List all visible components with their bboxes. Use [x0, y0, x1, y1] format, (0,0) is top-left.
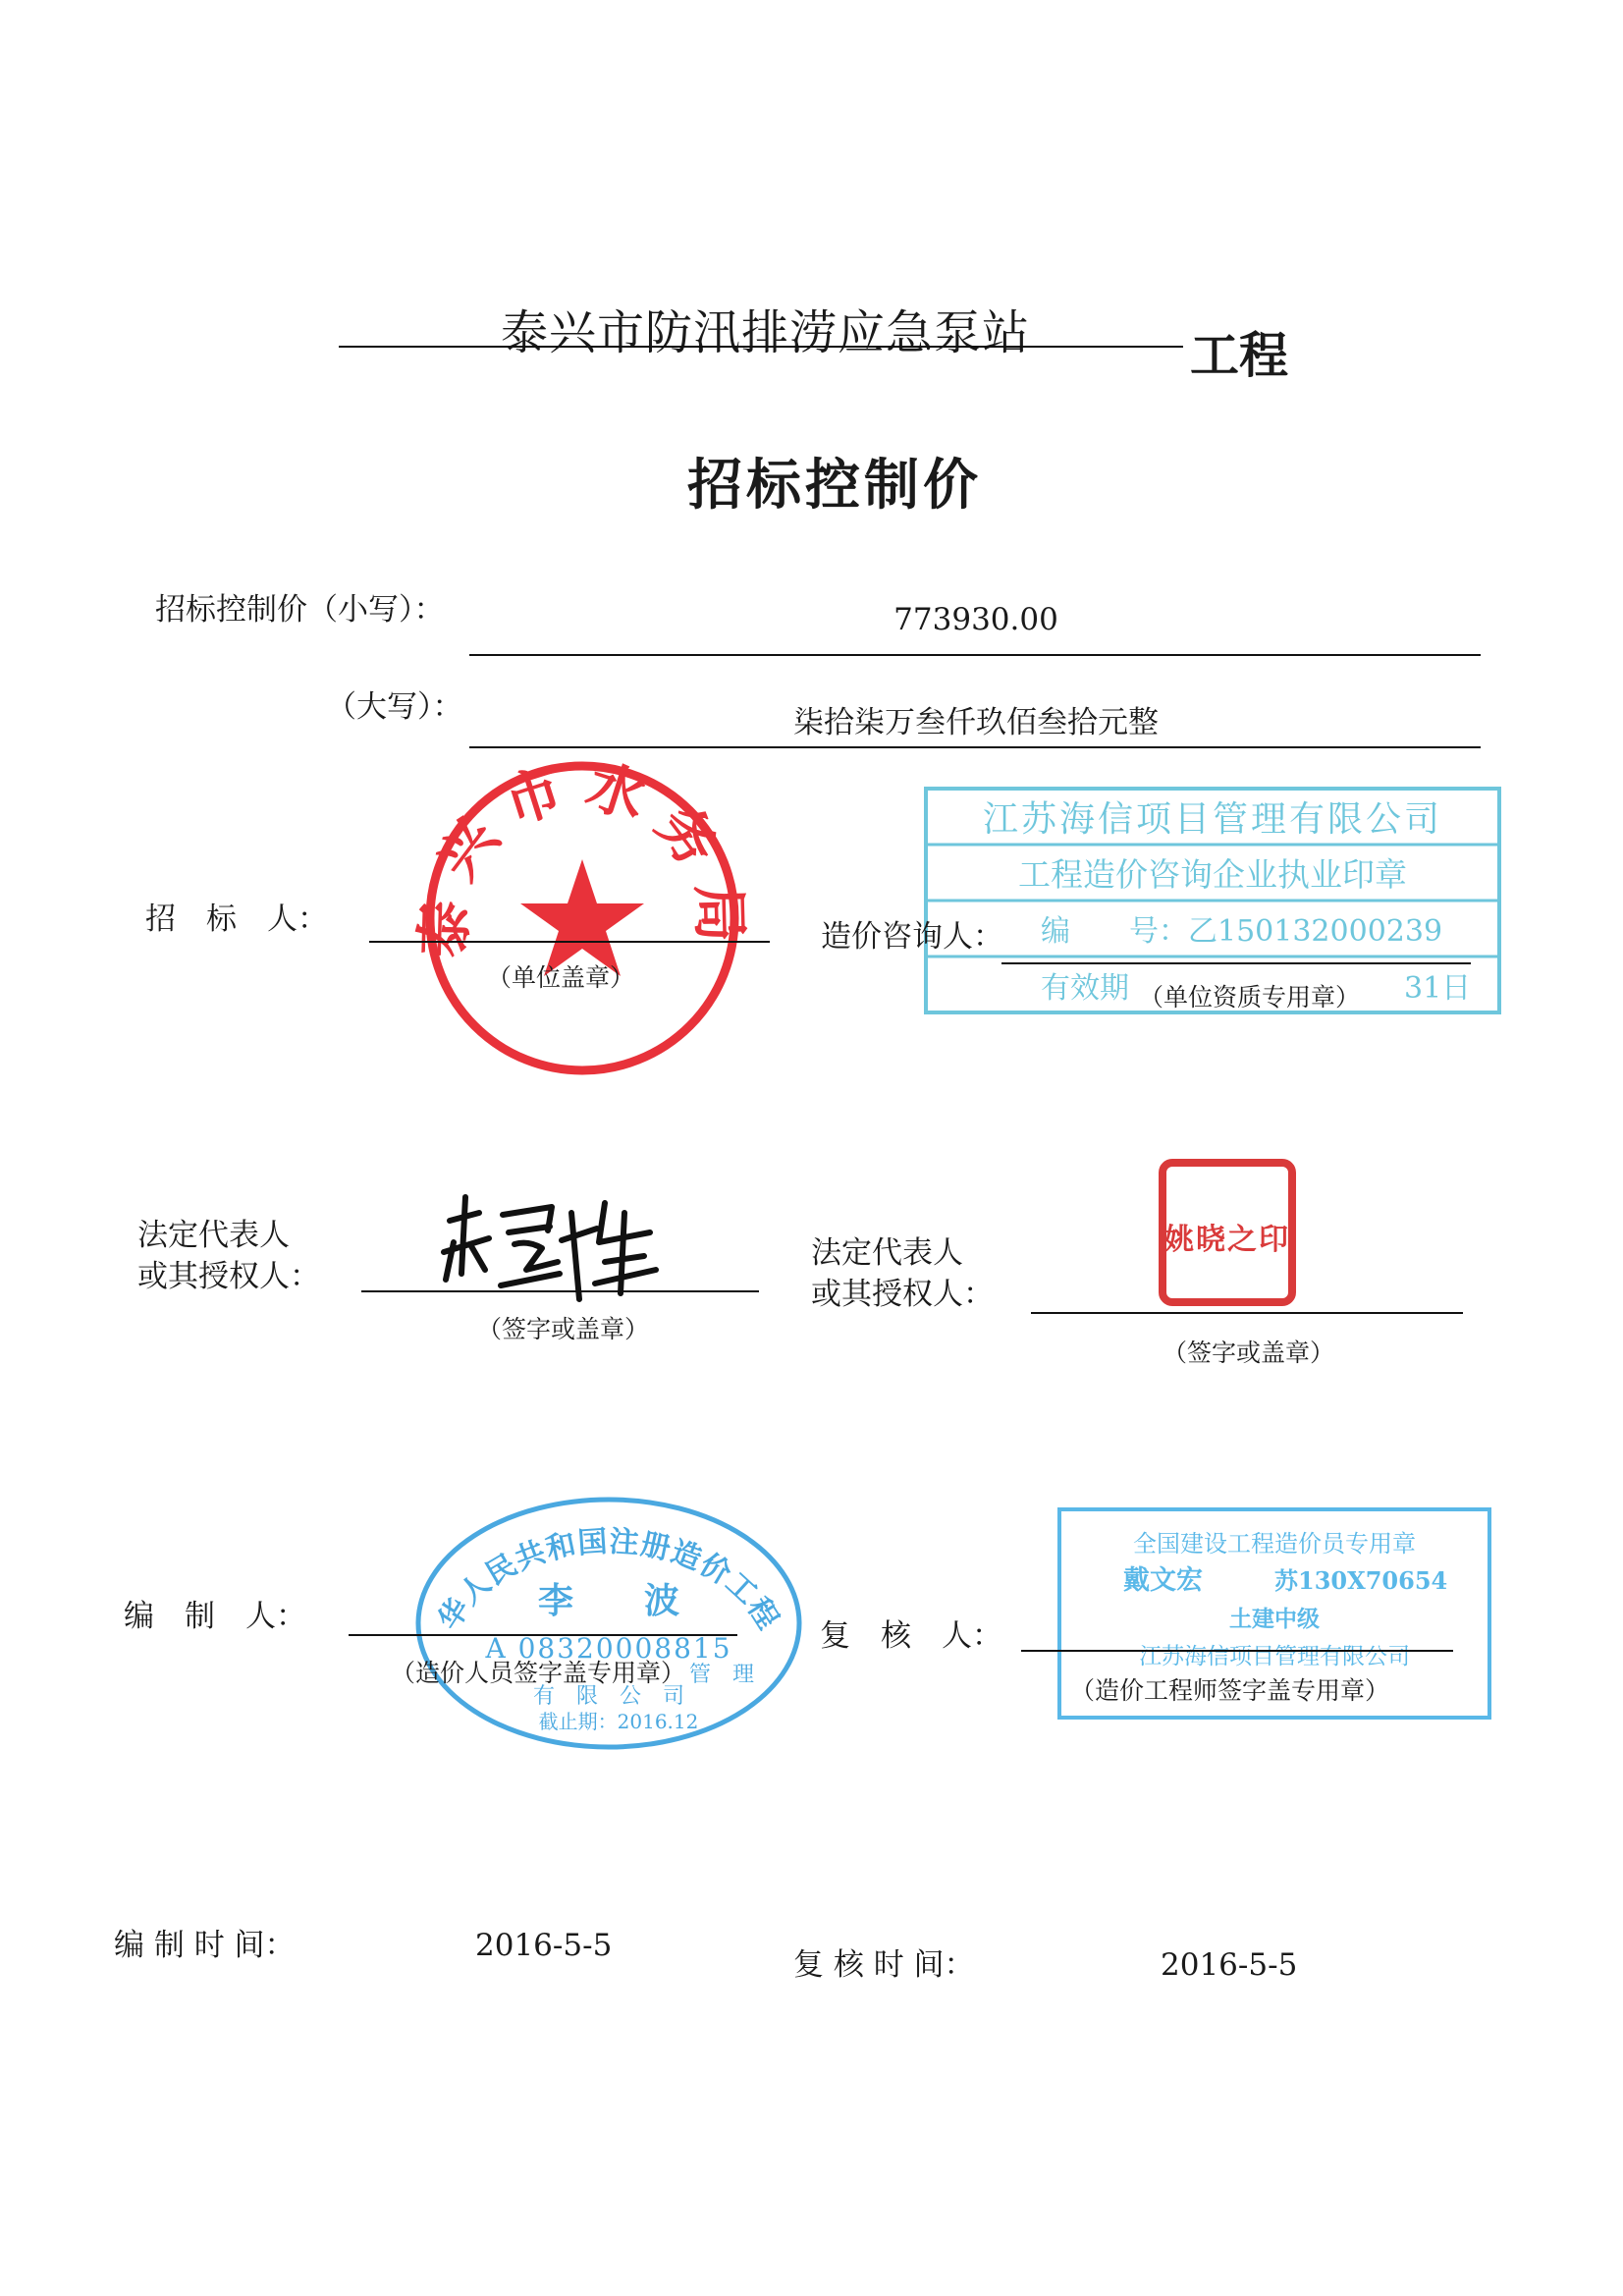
compiler-seal-ring-text: 中华人民共和国注册造价工程师 — [397, 1468, 786, 1636]
tenderer-underline — [369, 941, 770, 943]
tenderer-seal-text: 泰兴市水务局 — [410, 751, 754, 959]
review-date-value: 2016-5-5 — [1161, 1947, 1298, 1983]
compiler-seal-expiry: 截止期：2016.12 — [538, 1710, 699, 1733]
compiler-seal-name: 李 波 — [537, 1580, 680, 1621]
signature-strokes — [444, 1197, 656, 1299]
tenderer-seal — [410, 751, 754, 1080]
compile-date-label: 编 制 时 间： — [114, 1928, 296, 1963]
compile-date-value: 2016-5-5 — [475, 1928, 613, 1963]
legal-rep-seal-text: 姚晓之印 — [1164, 1223, 1290, 1257]
compiler-note: （造价人员签字盖专用章） — [391, 1659, 686, 1687]
project-suffix: 工程 — [1190, 326, 1288, 384]
legal-rep-seal — [1159, 1159, 1296, 1306]
price-upper-value: 柒拾柒万叁仟玖佰叁拾元整 — [793, 705, 1159, 740]
consultant-note: （单位资质专用章） — [1139, 983, 1361, 1011]
consultant-seal-line4: 有效期 — [1041, 971, 1129, 1006]
consultant-seal-line1: 江苏海信项目管理有限公司 — [982, 799, 1443, 840]
legal-rep-left-label-line2: 或其授权人： — [137, 1259, 320, 1294]
price-lower-value: 773930.00 — [893, 602, 1058, 637]
reviewer-label: 复 核 人： — [820, 1618, 1002, 1654]
compiler-seal-unit2: 有 限 公 司 — [532, 1684, 685, 1709]
tenderer-label: 招 标 人： — [145, 902, 328, 937]
legal-rep-right-underline — [1031, 1312, 1463, 1314]
price-upper-label: （大写）： — [326, 689, 463, 725]
price-upper-underline — [469, 746, 1481, 748]
price-lower-underline — [469, 654, 1481, 656]
legal-rep-left-note: （签字或盖章） — [477, 1315, 650, 1343]
tenderer-note: （单位盖章） — [487, 963, 635, 992]
consultant-seal-line2: 工程造价咨询企业执业印章 — [1018, 855, 1407, 894]
compiler-underline — [349, 1634, 737, 1636]
compiler-label: 编 制 人： — [124, 1599, 306, 1634]
reviewer-note: （造价工程师签字盖专用章） — [1070, 1676, 1390, 1705]
consultant-underline — [1001, 962, 1471, 964]
reviewer-seal-line3: 土建中级 — [1229, 1606, 1320, 1632]
compiler-seal-number: A 08320008815 — [485, 1632, 732, 1665]
price-lower-label: 招标控制价（小写）： — [155, 592, 445, 628]
legal-rep-right-label-line1: 法定代表人 — [811, 1235, 963, 1271]
consultant-seal-line3: 编 号：乙150132000239 — [1041, 914, 1443, 949]
doc-title: 招标控制价 — [687, 453, 982, 518]
compiler-seal — [397, 1468, 805, 1752]
legal-rep-right-label-line2: 或其授权人： — [811, 1277, 994, 1312]
reviewer-seal-number: 苏130X70654 — [1274, 1566, 1448, 1595]
reviewer-seal-name: 戴文宏 — [1123, 1565, 1203, 1596]
legal-rep-left-underline — [361, 1290, 759, 1292]
reviewer-seal-line4: 江苏海信项目管理有限公司 — [1139, 1644, 1410, 1669]
reviewer-underline — [1021, 1650, 1453, 1652]
project-name: 泰兴市防汛排涝应急泵站 — [501, 305, 1031, 360]
review-date-label: 复 核 时 间： — [793, 1947, 975, 1983]
legal-rep-right-note: （签字或盖章） — [1163, 1339, 1335, 1367]
legal-rep-left-label-line1: 法定代表人 — [137, 1218, 290, 1253]
consultant-label: 造价咨询人： — [821, 919, 1003, 955]
compiler-seal-unit: 管 理 — [688, 1663, 755, 1687]
reviewer-seal-line1: 全国建设工程造价员专用章 — [1133, 1530, 1416, 1558]
consultant-seal-line5: 31日 — [1404, 971, 1472, 1006]
project-underline — [339, 346, 1183, 348]
